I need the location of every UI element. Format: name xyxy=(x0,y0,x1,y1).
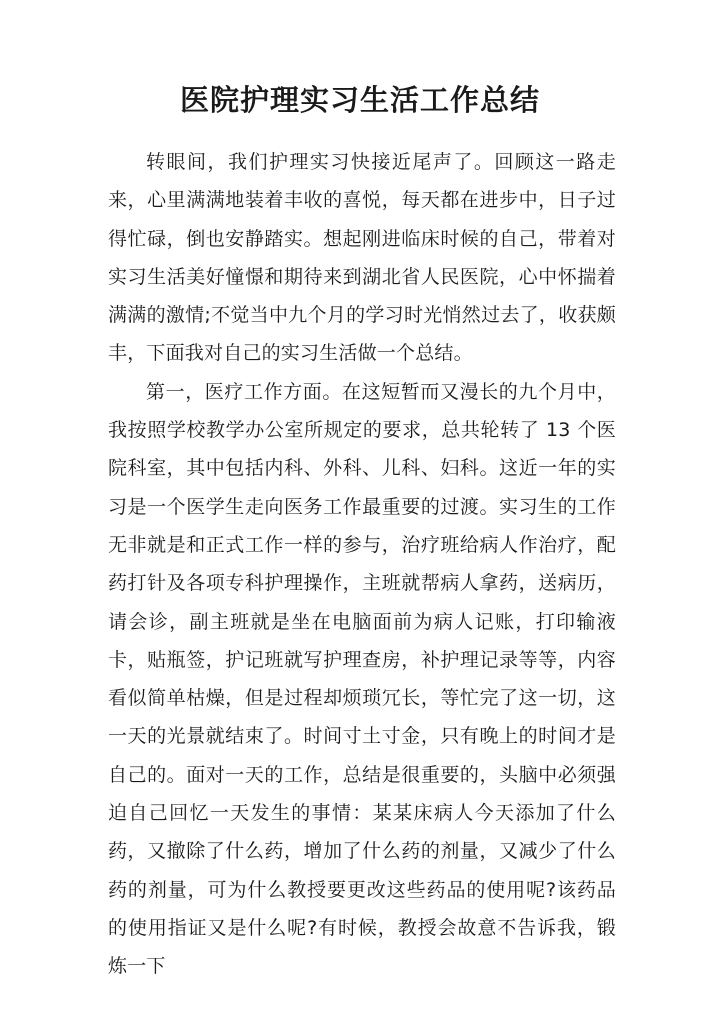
paragraph-introduction: 转眼间，我们护理实习快接近尾声了。回顾这一路走来，心里满满地装着丰收的喜悦，每天都在进步中，日子过得忙碌，倒也安静踏实。想起刚进临床时候的自己，带着对实习生活美好憧憬和期待来到湖北省人民医院，心中怀揣着满满的激情;不觉当中九个月的学习时光悄然过去了，收获颇丰，下面我对自己的实习生活做一个总结。 xyxy=(108,151,616,365)
document-body xyxy=(108,143,616,986)
document-title: 医院护理实习生活工作总结 xyxy=(179,83,540,117)
paragraph-medical-work: 第一，医疗工作方面。在这短暂而又漫长的九个月中，我按照学校教学办公室所规定的要求，总共轮转了 13 个医院科室，其中包括内科、外科、儿科、妇科。这近一年的实习是一个医学生走向医务工作最重要的过渡。实习生的工作无非就是和正式工作一样的参与，治疗班给病人作治疗，配药打针及各项专科护理操作，主班就帮病人拿药，送病历，请会诊，副主班就是坐在电脑面前为病人记账，打印输液卡，贴瓶签，护记班就写护理查房，补护理记录等等，内容看似简单枯燥，但是过程却烦琐冗长，等忙完了这一切，这一天的光景就结束了。时间寸土寸金，只有晚上的时间才是自己的。面对一天的工作，总结是很重要的，头脑中必须强迫自己回忆一天发生的事情：某某床病人今天添加了什么药，又撤除了什么药，增加了什么药的剂量，又减少了什么药的剂量，可为什么教授要更改这些药品的使用呢?该药品的使用指证又是什么呢?有时候，教授会故意不告诉我，锻炼一下 xyxy=(108,380,616,978)
